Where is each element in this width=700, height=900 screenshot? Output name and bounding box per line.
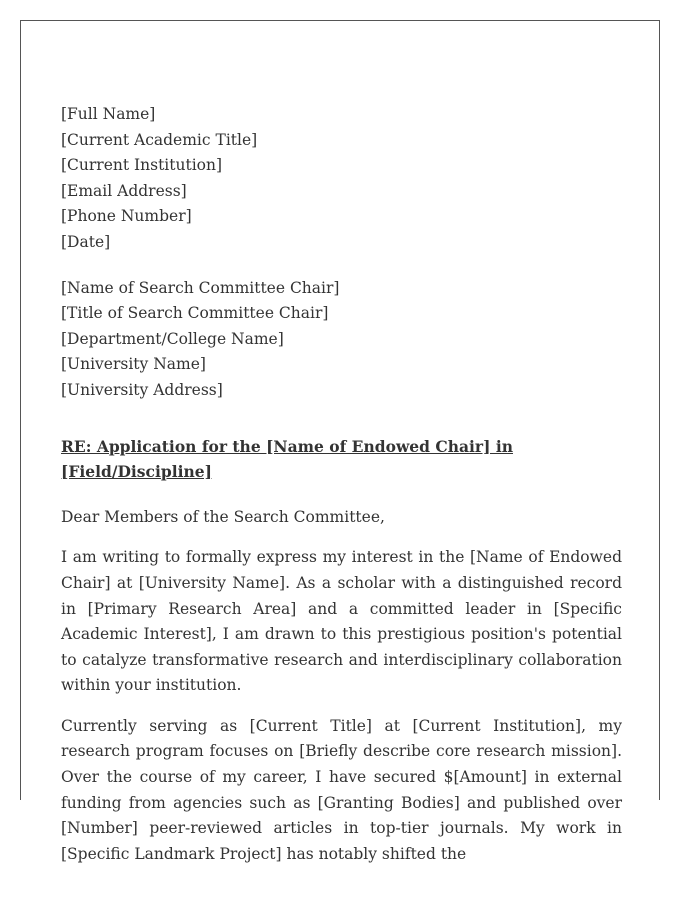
spacer xyxy=(61,256,622,276)
sender-academic-title: [Current Academic Title] xyxy=(61,130,258,149)
body-paragraph-1: I am writing to formally express my interest in the [Name of Endowed Chair] at [University Name]. As a scholar with a distinguished record in [Primary Research Area] and a committed leader in [Specific Academic Interest], I am drawn to this prestigious position's potential to catalyze transformative research and interdisciplinary collaboration within your institution. xyxy=(61,548,622,695)
letter-date: [Date] xyxy=(61,232,111,251)
recipient-chair-name: [Name of Search Committee Chair] xyxy=(61,278,340,297)
recipient-department: [Department/College Name] xyxy=(61,329,284,348)
recipient-address: [University Address] xyxy=(61,380,223,399)
letter-body xyxy=(61,102,622,867)
sender-email: [Email Address] xyxy=(61,181,187,200)
body-paragraph-2: Currently serving as [Current Title] at [Current Institution], my research program focuses on [Briefly describe core research mission]. Over the course of my career, I have secured $[Amount] in external funding from agencies such as [Granting Bodies] and published over [Number] peer-reviewed articles in top-tier journals. My work in [Specific Landmark Project] has notably shifted the xyxy=(61,716,622,863)
letter-page xyxy=(20,20,660,863)
spacer xyxy=(61,404,622,434)
recipient-chair-title: [Title of Search Committee Chair] xyxy=(61,304,329,323)
salutation: Dear Members of the Search Committee, xyxy=(61,507,385,526)
sender-phone: [Phone Number] xyxy=(61,207,192,226)
sender-institution: [Current Institution] xyxy=(61,156,223,175)
recipient-block xyxy=(61,276,622,404)
sender-full-name: [Full Name] xyxy=(61,105,156,123)
sender-block xyxy=(61,102,622,256)
subject-line: RE: Application for the [Name of Endowed Chair] in [Field/Discipline] xyxy=(61,436,513,482)
recipient-university: [University Name] xyxy=(61,355,206,374)
